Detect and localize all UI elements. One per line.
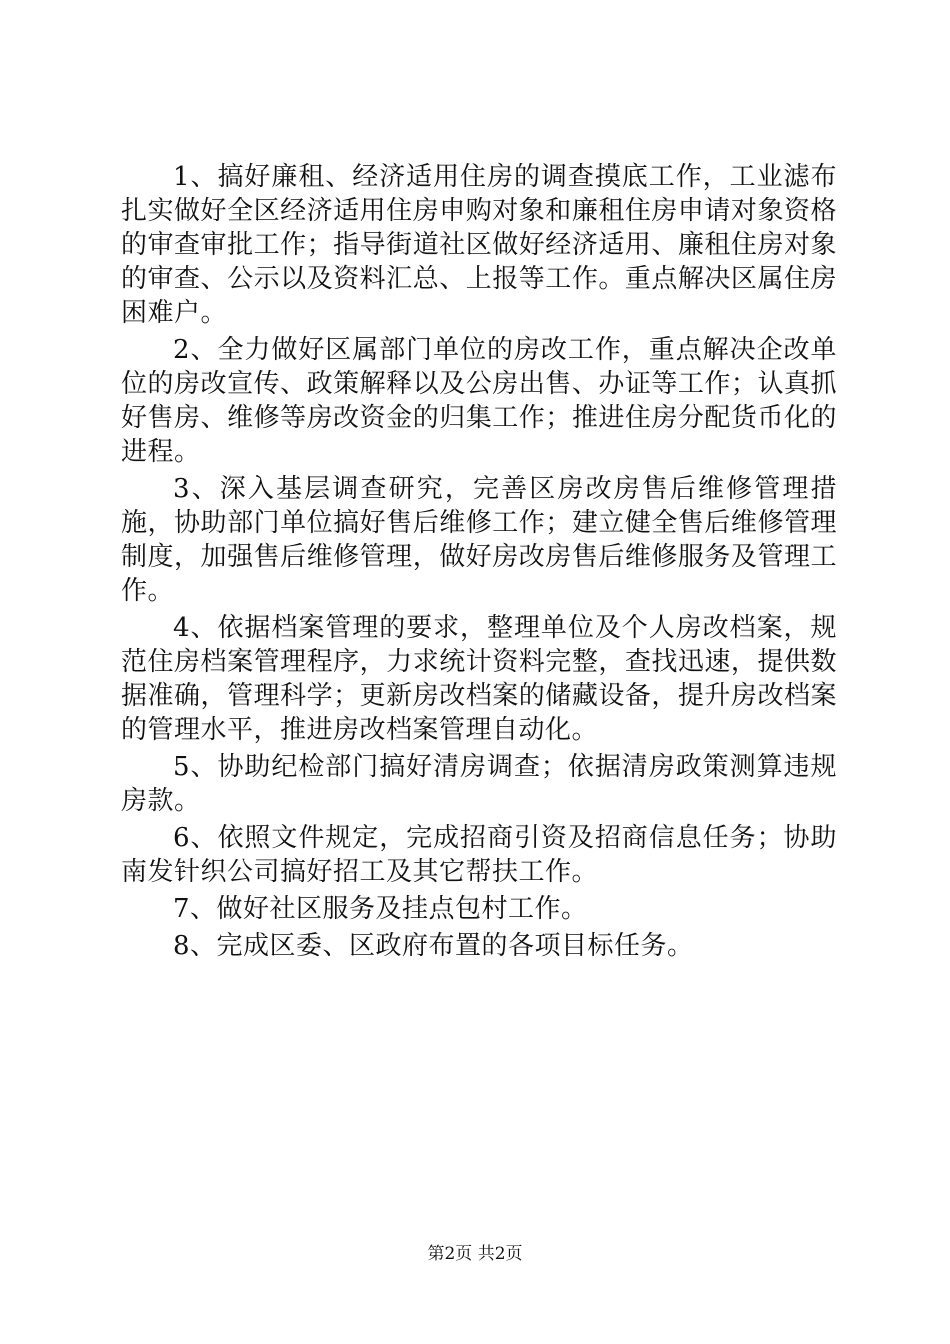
paragraph-4: 4、依据档案管理的要求，整理单位及个人房改档案，规范住房档案管理程序，力求统计资料完整，查找迅速，提供数据准确，管理科学；更新房改档案的储藏设备，提升房改档案的管理水平，推进房改档案管理自动化。 bbox=[121, 613, 837, 745]
paragraph-5: 5、协助纪检部门搞好清房调查；依据清房政策测算违规房款。 bbox=[121, 752, 837, 816]
paragraph-7: 7、做好社区服务及挂点包村工作。 bbox=[173, 894, 588, 924]
paragraph-6: 6、依照文件规定，完成招商引资及招商信息任务；协助南发针织公司搞好招工及其它帮扶工作。 bbox=[121, 823, 837, 887]
paragraph-3: 3、深入基层调查研究，完善区房改房售后维修管理措施，协助部门单位搞好售后维修工作；建立健全售后维修管理制度，加强售后维修管理，做好房改房售后维修服务及管理工作。 bbox=[121, 474, 837, 606]
paragraph-1: 1、搞好廉租、经济适用住房的调查摸底工作，工业滤布扎实做好全区经济适用住房申购对象和廉租住房申请对象资格的审查审批工作；指导街道社区做好经济适用、廉租住房对象的审查、公示以及资料汇总、上报等工作。重点解决区属住房困难户。 bbox=[121, 162, 837, 328]
paragraph-8: 8、完成区委、区政府布置的各项目标任务。 bbox=[173, 931, 694, 961]
paragraph-2: 2、全力做好区属部门单位的房改工作，重点解决企改单位的房改宣传、政策解释以及公房出售、办证等工作；认真抓好售房、维修等房改资金的归集工作；推进住房分配货币化的进程。 bbox=[121, 335, 837, 467]
document-body bbox=[121, 160, 837, 966]
page-number-footer: 第2页 共2页 bbox=[427, 1244, 523, 1264]
